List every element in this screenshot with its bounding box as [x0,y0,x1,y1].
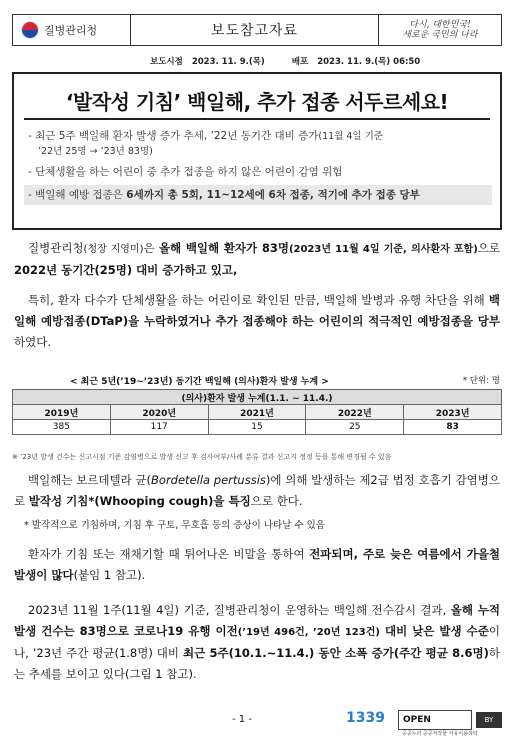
p3-species: Bordetella pertussis [151,473,266,487]
slogan-line1: 다시, 대한민국! [409,20,471,30]
header-bar [12,14,502,46]
paragraph-3 [14,470,500,512]
p1-date: (2023년 11월 4일 기준, [288,244,407,255]
taegeuk-logo-icon [21,21,39,39]
agency-name: 질병관리청 [44,24,98,37]
paragraph-5 [14,600,500,685]
p5-text: 2023년 11월 1주(11월 4일) 기준, 질병관리청이 운영하는 백일해 전수감시 결과, [28,603,451,617]
paragraph-1 [14,238,500,281]
p5-years: (’19년 496건, ’20년 123건) [237,627,380,638]
table-unit: * 단위: 명 [462,376,500,386]
p4-text: 환자가 기침 또는 재채기할 때 튀어나온 비말을 통하여 [28,547,310,561]
p5-emph2: 대비 낮은 발생 수준 [379,624,489,638]
p5-emph: 올해 누적 발생 건수는 83명으로 코로나19 유행 이전 [14,603,500,638]
agency-logo [13,15,131,45]
table-year-cell: 2019년 [13,405,111,420]
release-time: 2023. 11. 9.(목) [191,57,265,67]
p3-end: 으로 한다. [250,494,303,508]
p4-end: (붙임 1 참고). [73,568,146,582]
summary-bullet-3 [24,185,492,205]
p5-emph3: 최근 5주(10.1.~11.4.) 동안 소폭 증가(주간 평균 8.6명) [182,646,489,660]
summary-bullet-2 [28,165,492,179]
table-year-cell: 2022년 [306,405,404,420]
page-footer [0,708,514,737]
distribution-time: 2023. 11. 9.(목) 06:50 [317,57,421,67]
kogl-open-license-icon [398,710,472,730]
kogl-caption: 공공누리 공공저작물 자유이용허락 [402,731,478,737]
bullet-1-ref: (11월 4일 기준 [318,131,383,142]
table-note: ※ ’23년 발생 건수는 신고시점 기준 감염병으로 발생 신고 후 검사여부/사례 분류 결과 신고지 정정 등을 통해 변경될 수 있음 [12,453,392,461]
release-info [150,55,426,67]
p2-end: 하였다. [14,335,51,349]
summary-bullet-1 [28,129,492,159]
p5-text2: 이나, ’23년 주간 평균(1.8명) 대비 [14,624,500,660]
p5-end: 하는 추세를 보이고 있다(그림 1 참고). [14,646,500,681]
title-divider [24,118,490,120]
table-value-cell: 117 [110,420,208,435]
p1-subject: 질병관리청 [28,241,84,255]
table-year-cell: 2023년 [404,405,502,420]
p1-particle: 은 [143,241,159,255]
p1-include: 의사환자 포함) [411,244,478,255]
page-number: - 1 - [232,714,252,725]
p2-text: 특히, 환자 다수가 단체생활을 하는 어린이로 확인된 만큼, 백일해 발병과 유행 차단을 위해 [28,293,489,307]
table-value-cell: 15 [208,420,306,435]
p1-paren: (청장 지영미) [83,244,144,255]
bullet-3-emph: 6세까지 총 5회, 11~12세에 6차 접종, 적기에 추가 접종 당부 [126,189,420,201]
bullet-2-text: - 단체생활을 하는 어린이 중 추가 접종을 하지 않은 어린이 감염 위험 [28,166,343,178]
open-label: OPEN [403,715,431,725]
table-header: (의사)환자 발생 누계(1.1. ~ 11.4.) [13,390,502,405]
p2-emph: 백일해 예방접종(DTaP)을 누락하였거나 추가 접종해야 하는 어린이의 적극적인 예방접종을 당부 [14,293,500,328]
p3-emph: 발작성 기침*(Whooping cough)을 특징 [28,494,251,508]
bullet-1-cont: ’22년 25명 → ’23년 83명) [38,146,153,157]
slogan-line2: 새로운 국민의 나라 [402,30,478,40]
attribution-license-icon: BY [476,712,502,728]
summary-bullets [28,129,492,211]
table-year-cell: 2021년 [208,405,306,420]
p1-emph2: 2022년 동기간(25명) 대비 증가하고 있고, [14,263,238,277]
page-title: ‘발작성 기침’ 백일해, 추가 접종 서두르세요! [65,90,449,114]
table-caption: < 최근 5년(’19~’23년) 동기간 백일해 (의사)환자 발생 누계 > [70,377,329,387]
pertussis-stats-table [12,389,502,435]
p4-emph: 전파되며, 주로 늦은 여름에서 가을철 발생이 많다 [14,547,500,582]
table-value-cell: 385 [13,420,111,435]
footnote: * 발작적으로 기침하며, 기침 후 구토, 무호흡 등의 증상이 나타날 수 있음 [24,520,325,531]
table-year-cell: 2020년 [110,405,208,420]
distribution-label: 배포 [291,57,309,67]
bullet-3-text: - 백일해 예방 접종은 [28,189,127,201]
paragraph-4 [14,544,500,586]
p3-text: 백일해는 보르데텔라 균( [28,473,152,487]
p1-particle2: 으로 [477,241,500,255]
p1-emph: 올해 백일해 환자가 83명 [158,241,289,255]
government-slogan [379,20,501,40]
p3-text2: )에 의해 발생하는 제2급 법정 호흡기 감염병으로 [14,473,501,508]
paragraph-2 [14,290,500,353]
headline-box [12,72,502,230]
document-type: 보도참고자료 [131,15,379,45]
hotline-1339-logo: 1339 [346,710,385,726]
table-value-cell: 25 [306,420,404,435]
table-value-cell: 83 [404,420,502,435]
bullet-1-text: - 최근 5주 백일해 환자 발생 증가 추세, ’22년 동기간 대비 증가 [28,130,319,142]
release-time-label: 보도시점 [150,57,183,67]
